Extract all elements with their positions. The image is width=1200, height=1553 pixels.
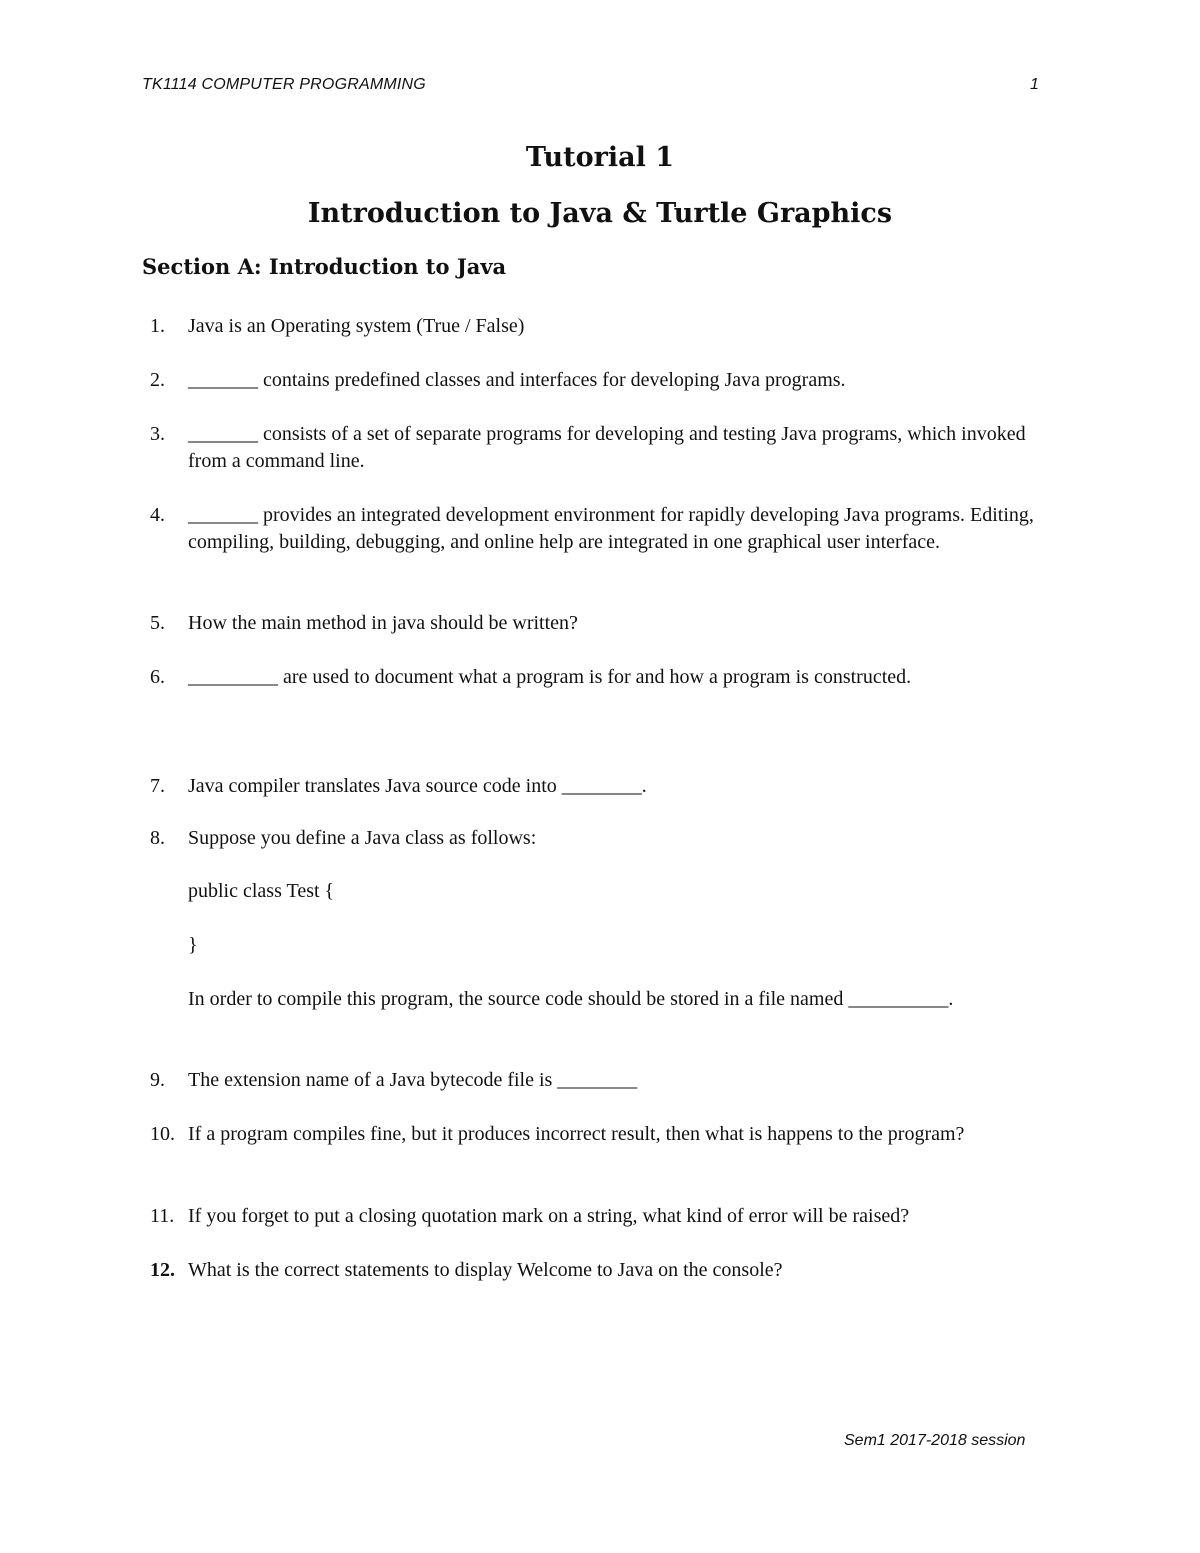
header-page-number: 1 [1030, 76, 1039, 93]
question-8 [150, 825, 1050, 852]
question-text: _______ provides an integrated development environment for rapidly developing Java programs. Editing, compiling, building, debugging, and online help are integrated in one graphical user interface. [188, 504, 1034, 553]
question-6 [150, 664, 1050, 691]
question-3 [150, 421, 1050, 475]
question-number: 1. [150, 315, 165, 337]
question-text: Java compiler translates Java source code into ________. [188, 775, 647, 797]
question-number: 6. [150, 666, 165, 688]
code-line-class-close: } [188, 934, 198, 956]
question-number: 9. [150, 1069, 165, 1091]
question-12 [150, 1257, 1050, 1284]
question-10 [150, 1121, 1050, 1148]
question-number: 10. [150, 1123, 175, 1145]
question-2 [150, 367, 1050, 394]
code-line-class-open: public class Test { [188, 880, 335, 902]
question-8-followup: In order to compile this program, the source code should be stored in a file named __________. [188, 988, 954, 1010]
question-number: 8. [150, 827, 165, 849]
question-number: 4. [150, 504, 165, 526]
question-number: 5. [150, 612, 165, 634]
question-number: 11. [150, 1205, 175, 1227]
header-course: TK1114 COMPUTER PROGRAMMING [142, 76, 426, 93]
question-5 [150, 610, 1050, 637]
question-7 [150, 773, 1050, 800]
question-text: _________ are used to document what a program is for and how a program is constructed. [188, 666, 912, 688]
question-text: If a program compiles fine, but it produces incorrect result, then what is happens to the program? [188, 1123, 965, 1145]
question-number: 12. [150, 1259, 175, 1281]
footer-session: Sem1 2017-2018 session [844, 1432, 1026, 1449]
tutorial-subtitle: Introduction to Java & Turtle Graphics [307, 198, 893, 229]
question-number: 3. [150, 423, 165, 445]
question-4 [150, 502, 1050, 556]
question-text: What is the correct statements to display Welcome to Java on the console? [188, 1259, 783, 1281]
question-text: Suppose you define a Java class as follows: [188, 827, 537, 849]
question-text: Java is an Operating system (True / False) [188, 315, 525, 337]
question-11 [150, 1203, 1050, 1230]
question-1 [150, 313, 1050, 340]
question-text: _______ contains predefined classes and interfaces for developing Java programs. [188, 369, 846, 391]
question-text: If you forget to put a closing quotation mark on a string, what kind of error will be raised? [188, 1205, 910, 1227]
question-number: 2. [150, 369, 165, 391]
section-a-heading: Section A: Introduction to Java [142, 254, 507, 279]
question-text: How the main method in java should be written? [188, 612, 578, 634]
question-text: The extension name of a Java bytecode file is ________ [188, 1069, 638, 1091]
question-9 [150, 1067, 1050, 1094]
tutorial-title: Tutorial 1 [525, 142, 675, 173]
question-number: 7. [150, 775, 165, 797]
question-text: _______ consists of a set of separate programs for developing and testing Java programs, which invoked from a command line. [188, 423, 1026, 472]
